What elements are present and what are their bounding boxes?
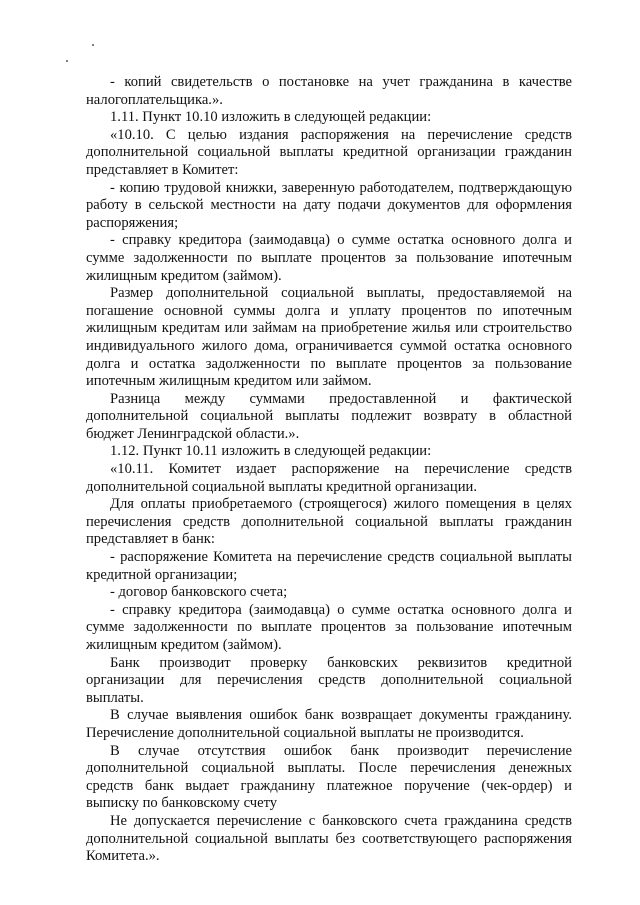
- paragraph: 1.11. Пункт 10.10 изложить в следующей редакции:: [110, 109, 432, 126]
- paragraph: - распоряжение Комитета на перечисление средств социальной выплаты кредитной организации;: [86, 549, 572, 583]
- scan-speck: [92, 44, 94, 46]
- paragraph: - копий свидетельств о постановке на учет гражданина в качестве налогоплательщика.».: [86, 74, 572, 108]
- document-body: [86, 74, 572, 866]
- paragraph: Размер дополнительной социальной выплаты, предоставляемой на погашение основной суммы долга и уплату процентов по ипотечным жилищным кредитам или займам на приобретение жилья или строительство индивидуального жилого дома, ограничивается суммой остатка основного долга и остатка задолженности по выплате процентов за пользование ипотечным жилищным кредитом или займом.: [86, 285, 572, 390]
- paragraph: В случае отсутствия ошибок банк производит перечисление дополнительной социальной выплаты. После перечисления денежных средств банк выдает гражданину платежное поручение (чек-ордер) и выписку по банковскому счету: [86, 742, 572, 812]
- paragraph: «10.10. С целью издания распоряжения на перечисление средств дополнительной социальной выплаты кредитной организации гражданин представляет в Комитет:: [86, 126, 572, 178]
- paragraph: - копию трудовой книжки, заверенную работодателем, подтверждающую работу в сельской местности на дату подачи документов для оформления распоряжения;: [86, 179, 572, 231]
- scan-speck: [66, 60, 68, 62]
- paragraph: - справку кредитора (заимодавца) о сумме остатка основного долга и сумме задолженности по выплате процентов за пользование ипотечным жилищным кредитом (займом).: [86, 601, 572, 653]
- paragraph: - договор банковского счета;: [110, 584, 288, 601]
- paragraph: Для оплаты приобретаемого (строящегося) жилого помещения в целях перечисления средств дополнительной социальной выплаты гражданин представляет в банк:: [86, 496, 572, 548]
- paragraph: «10.11. Комитет издает распоряжение на перечисление средств дополнительной социальной выплаты кредитной организации.: [86, 461, 572, 495]
- paragraph: 1.12. Пункт 10.11 изложить в следующей редакции:: [110, 443, 432, 460]
- paragraph: В случае выявления ошибок банк возвращает документы гражданину. Перечисление дополнительной социальной выплаты не производится.: [86, 707, 572, 741]
- paragraph: Банк производит проверку банковских реквизитов кредитной организации для перечисления средств дополнительной социальной выплаты.: [86, 654, 572, 706]
- paragraph: - справку кредитора (заимодавца) о сумме остатка основного долга и сумме задолженности по выплате процентов за пользование ипотечным жилищным кредитом (займом).: [86, 232, 572, 284]
- paragraph: Не допускается перечисление с банковского счета гражданина средств дополнительной социальной выплаты без соответствующего распоряжения Комитета.».: [86, 812, 572, 865]
- paragraph: Разница между суммами предоставленной и фактической дополнительной социальной выплаты подлежит возврату в областной бюджет Ленинградской области.».: [86, 390, 572, 442]
